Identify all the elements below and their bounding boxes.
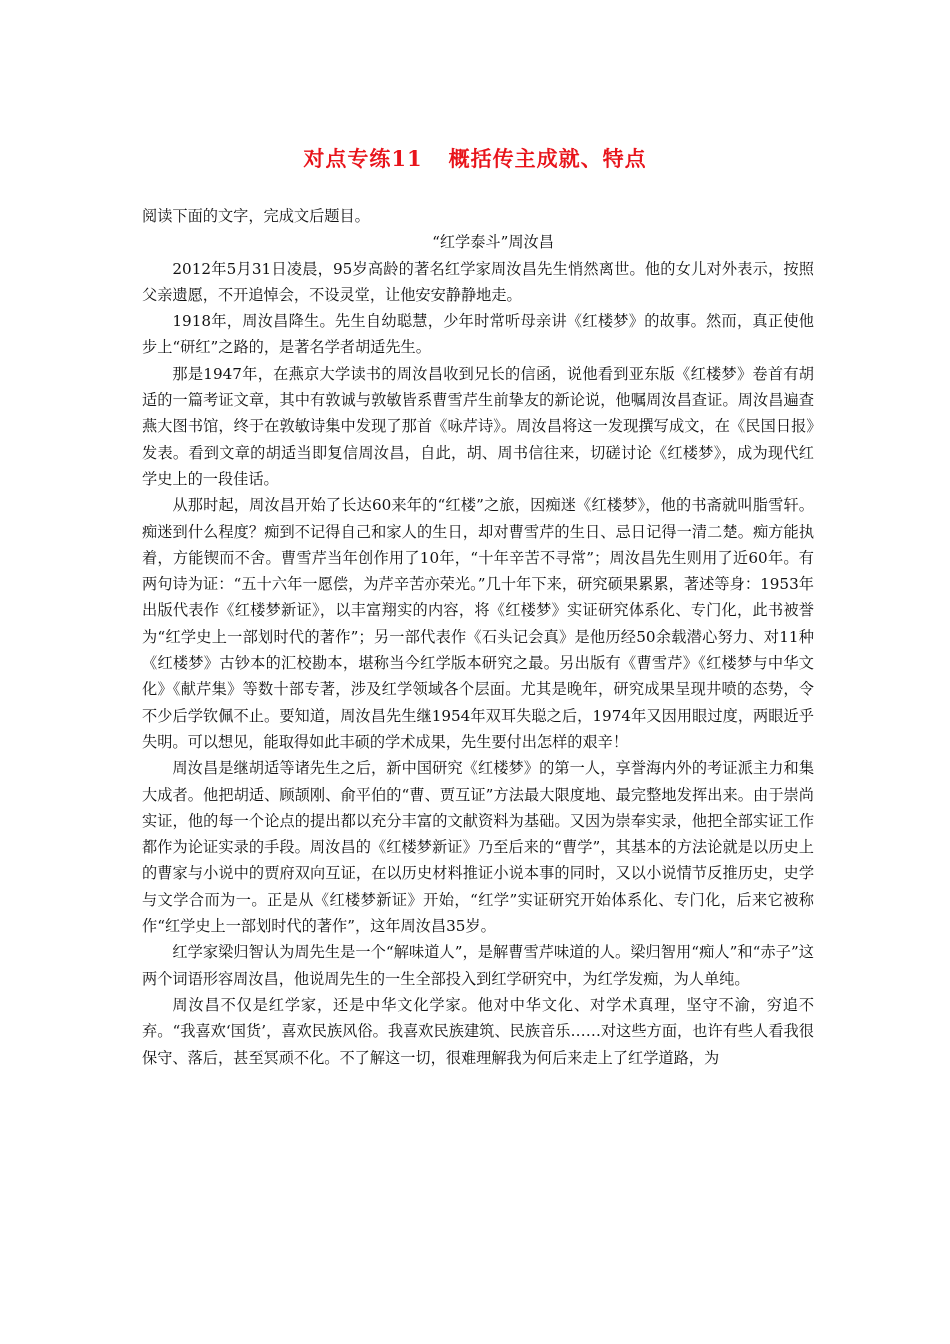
article-paragraph: 红学家梁归智认为周先生是一个“解味道人”，是解曹雪芹味道的人。梁归智用“痴人”和“赤子”这两个词语形容周汝昌，他说周先生的一生全部投入到红学研究中，为红学发痴，为人单纯。 — [142, 943, 814, 988]
article-paragraph: 周汝昌不仅是红学家，还是中华文化学家。他对中华文化、对学术真理，坚守不渝，穷追不弃。“我喜欢‘国货’，喜欢民族风俗。我喜欢民族建筑、民族音乐……对这些方面，也许有些人看我很保守、落后，甚至冥顽不化。不了解这一切，很难理解我为何后来走上了红学道路，为 — [142, 995, 814, 1067]
article-paragraph: 那是1947年，在燕京大学读书的周汝昌收到兄长的信函，说他看到亚东版《红楼梦》卷首有胡适的一篇考证文章，其中有敦诚与敦敏皆系曹雪芹生前挚友的新论说，他嘱周汝昌查证。周汝昌遍查燕大图书馆，终于在敦敏诗集中发现了那首《咏芹诗》。周汝昌将这一发现撰写成文，在《民国日报》发表。看到文章的胡适当即复信周汝昌，自此，胡、周书信往来，切磋讨论《红楼梦》，成为现代红学史上的一段佳话。 — [142, 364, 814, 488]
article-title: “红学泰斗”周汝昌 — [432, 233, 554, 252]
page-title — [0, 143, 950, 173]
reading-instruction: 阅读下面的文字，完成文后题目。 — [142, 207, 370, 225]
article-paragraph: 从那时起，周汝昌开始了长达60来年的“红楼”之旅，因痴迷《红楼梦》，他的书斋就叫脂雪轩。痴迷到什么程度？痴到不记得自己和家人的生日，却对曹雪芹的生日、忌日记得一清二楚。痴方能执着，方能锲而不舍。曹雪芹当年创作用了10年，“十年辛苦不寻常”；周汝昌先生则用了近60年。有两句诗为证：“五十六年一愿偿，为芹辛苦亦荣光。”几十年下来，研究硕果累累，著述等身：1953年出版代表作《红楼梦新证》，以丰富翔实的内容，将《红楼梦》实证研究体系化、专门化，此书被誉为“红学史上一部划时代的著作”；另一部代表作《石头记会真》是他历经50余载潜心努力、对11种《红楼梦》古钞本的汇校勘本，堪称当今红学版本研究之最。另出版有《曹雪芹》《红楼梦与中华文化》《献芹集》等数十部专著，涉及红学领域各个层面。尤其是晚年，研究成果呈现井喷的态势，令不少后学钦佩不止。要知道，周汝昌先生继1954年双耳失聪之后，1974年又因用眼过度，两眼近乎失明。可以想见，能取得如此丰硕的学术成果，先生要付出怎样的艰辛！ — [142, 496, 814, 751]
article-paragraph: 周汝昌是继胡适等诸先生之后，新中国研究《红楼梦》的第一人，享誉海内外的考证派主力和集大成者。他把胡适、顾颉刚、俞平伯的“曹、贾互证”方法最大限度地、最完整地发挥出来。由于崇尚实证，他的每一个论点的提出都以充分丰富的文献资料为基础。又因为崇奉实录，他把全部实证工作都作为论证实录的手段。周汝昌的《红楼梦新证》乃至后来的“曹学”，其基本的方法论就是以历史上的曹家与小说中的贾府双向互证，在以历史材料推证小说本事的同时，又以小说情节反推历史，史学与文学合而为一。正是从《红楼梦新证》开始，“红学”实证研究开始体系化、专门化，后来它被称作“红学史上一部划时代的著作”，这年周汝昌35岁。 — [142, 759, 814, 936]
article-paragraph: 2012年5月31日凌晨，95岁高龄的著名红学家周汝昌先生悄然离世。他的女儿对外表示，按照父亲遗愿，不开追悼会，不设灵堂，让他安安静静地走。 — [142, 259, 814, 304]
page-title-number: 对点专练11 — [303, 146, 423, 171]
page-title-topic: 概括传主成就、特点 — [448, 146, 647, 171]
article-paragraph: 1918年，周汝昌降生。先生自幼聪慧，少年时常听母亲讲《红楼梦》的故事。然而，真正使他步上“研红”之路的，是著名学者胡适先生。 — [142, 312, 814, 357]
document-body — [142, 203, 814, 1071]
